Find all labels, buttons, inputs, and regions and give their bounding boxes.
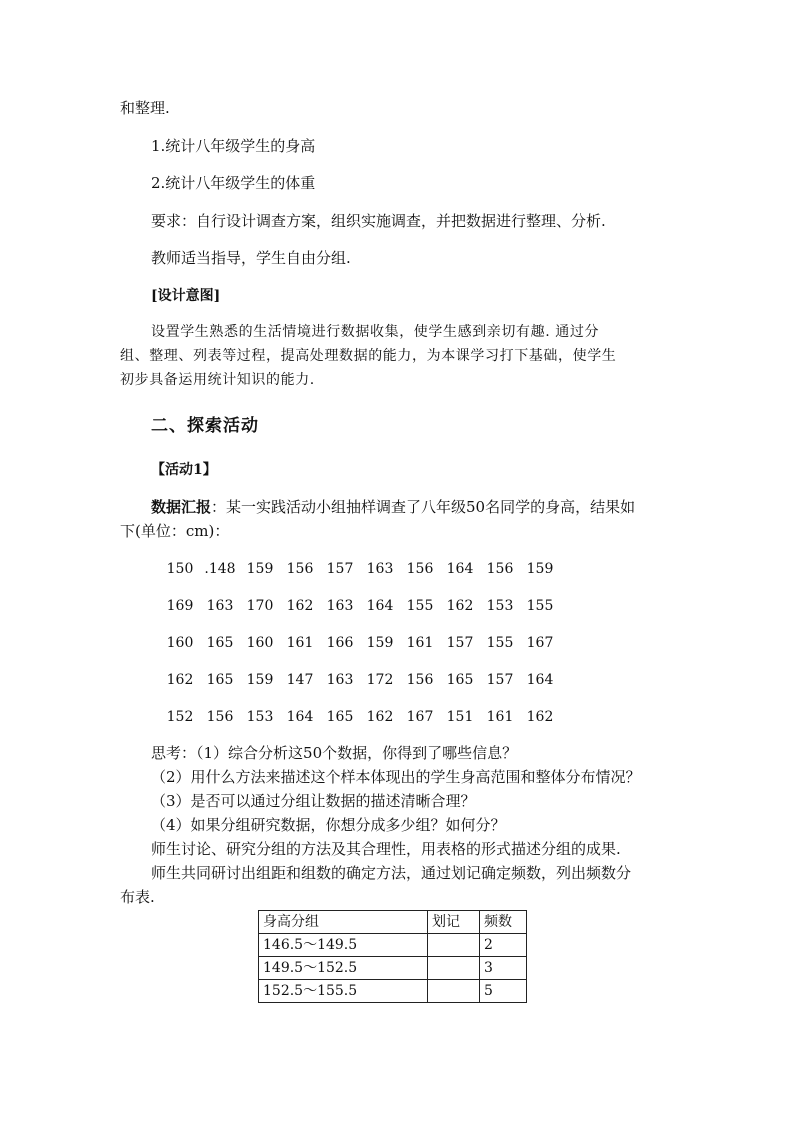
data-value: .148 <box>204 561 236 577</box>
data-value: 165 <box>326 709 354 725</box>
requirement-text: 要求：自行设计调查方案，组织实施调查，并把数据进行整理、分析. <box>151 212 606 230</box>
table-cell: 5 <box>480 980 527 1003</box>
design-intent-line: 初步具备运用统计知识的能力. <box>120 372 315 388</box>
data-value: 166 <box>326 635 354 651</box>
data-value: 153 <box>246 709 274 725</box>
data-value: 156 <box>206 709 234 725</box>
data-value: 164 <box>446 561 474 577</box>
table-row <box>259 980 527 1003</box>
data-value: 162 <box>446 598 474 614</box>
data-value: 165 <box>206 635 234 651</box>
data-value: 163 <box>326 598 354 614</box>
data-row <box>160 706 570 728</box>
data-value: 150 <box>166 561 194 577</box>
data-value: 163 <box>366 561 394 577</box>
data-value: 155 <box>486 635 514 651</box>
data-value: 164 <box>526 672 554 688</box>
data-value: 157 <box>446 635 474 651</box>
table-cell: 3 <box>480 957 527 980</box>
data-value: 159 <box>246 672 274 688</box>
data-value: 164 <box>286 709 314 725</box>
data-value: 167 <box>526 635 554 651</box>
report-line <box>151 497 635 517</box>
data-value: 164 <box>366 598 394 614</box>
data-row <box>160 632 570 654</box>
table-cell <box>428 980 480 1003</box>
data-value: 165 <box>206 672 234 688</box>
data-value: 172 <box>366 672 394 688</box>
data-value: 157 <box>326 561 354 577</box>
data-value: 161 <box>406 635 434 651</box>
data-value: 147 <box>286 672 314 688</box>
frequency-table <box>258 910 527 1003</box>
report-line-2: 下(单位：cm)： <box>120 522 230 540</box>
discussion-text: 师生讨论、研究分组的方法及其合理性，用表格的形式描述分组的成果. <box>151 840 621 858</box>
data-value: 160 <box>246 635 274 651</box>
data-value: 161 <box>286 635 314 651</box>
data-value: 162 <box>526 709 554 725</box>
data-value: 167 <box>406 709 434 725</box>
data-value: 159 <box>366 635 394 651</box>
data-value: 159 <box>526 561 554 577</box>
design-intent-heading: [设计意图] <box>151 288 221 304</box>
data-value: 155 <box>406 598 434 614</box>
data-value: 170 <box>246 598 274 614</box>
table-row <box>259 957 527 980</box>
table-cell: 152.5～155.5 <box>259 980 428 1003</box>
data-value: 152 <box>166 709 194 725</box>
design-intent-line: 设置学生熟悉的生活情境进行数据收集，使学生感到亲切有趣. 通过分 <box>151 324 600 340</box>
data-value: 159 <box>246 561 274 577</box>
task-item: 2.统计八年级学生的体重 <box>151 174 316 192</box>
data-row <box>160 669 570 691</box>
design-intent-line: 组、整理、列表等过程，提高处理数据的能力，为本课学习打下基础，使学生 <box>120 348 617 364</box>
report-text: ：某一实践活动小组抽样调查了八年级50名同学的身高，结果如 <box>211 498 636 516</box>
data-value: 163 <box>206 598 234 614</box>
table-header-cell: 频数 <box>480 911 527 934</box>
task-item: 1.统计八年级学生的身高 <box>151 137 316 155</box>
data-value: 160 <box>166 635 194 651</box>
discussion-text: 布表. <box>120 888 155 906</box>
data-row <box>160 558 570 580</box>
data-value: 151 <box>446 709 474 725</box>
question-text: （3）是否可以通过分组让数据的描述清晰合理？ <box>151 792 476 810</box>
data-value: 165 <box>446 672 474 688</box>
table-cell <box>428 934 480 957</box>
data-value: 169 <box>166 598 194 614</box>
table-cell: 149.5～152.5 <box>259 957 428 980</box>
data-value: 162 <box>286 598 314 614</box>
table-cell <box>428 957 480 980</box>
data-value: 156 <box>406 561 434 577</box>
data-value: 157 <box>486 672 514 688</box>
data-value: 156 <box>486 561 514 577</box>
report-label: 数据汇报 <box>151 498 212 516</box>
table-cell: 146.5～149.5 <box>259 934 428 957</box>
discussion-text: 师生共同研讨出组距和组数的确定方法，通过划记确定频数，列出频数分 <box>151 864 632 882</box>
activity-title: 【活动1】 <box>151 462 217 478</box>
data-value: 163 <box>326 672 354 688</box>
data-value: 153 <box>486 598 514 614</box>
question-text: （4）如果分组研究数据，你想分成多少组？如何分？ <box>151 816 506 834</box>
section-title: 二、探索活动 <box>151 416 259 436</box>
table-header-cell: 身高分组 <box>259 911 428 934</box>
data-row <box>160 595 570 617</box>
table-header-row <box>259 911 527 934</box>
data-value: 156 <box>286 561 314 577</box>
data-value: 161 <box>486 709 514 725</box>
question-text: （2）用什么方法来描述这个样本体现出的学生身高范围和整体分布情况？ <box>151 768 641 786</box>
table-row <box>259 934 527 957</box>
guidance-text: 教师适当指导，学生自由分组. <box>151 249 351 267</box>
table-header-cell: 划记 <box>428 911 480 934</box>
data-value: 156 <box>406 672 434 688</box>
table-cell: 2 <box>480 934 527 957</box>
question-text: 思考：（1）综合分析这50个数据，你得到了哪些信息？ <box>151 744 518 762</box>
data-value: 162 <box>366 709 394 725</box>
intro-tail: 和整理. <box>120 99 170 117</box>
data-value: 155 <box>526 598 554 614</box>
data-value: 162 <box>166 672 194 688</box>
